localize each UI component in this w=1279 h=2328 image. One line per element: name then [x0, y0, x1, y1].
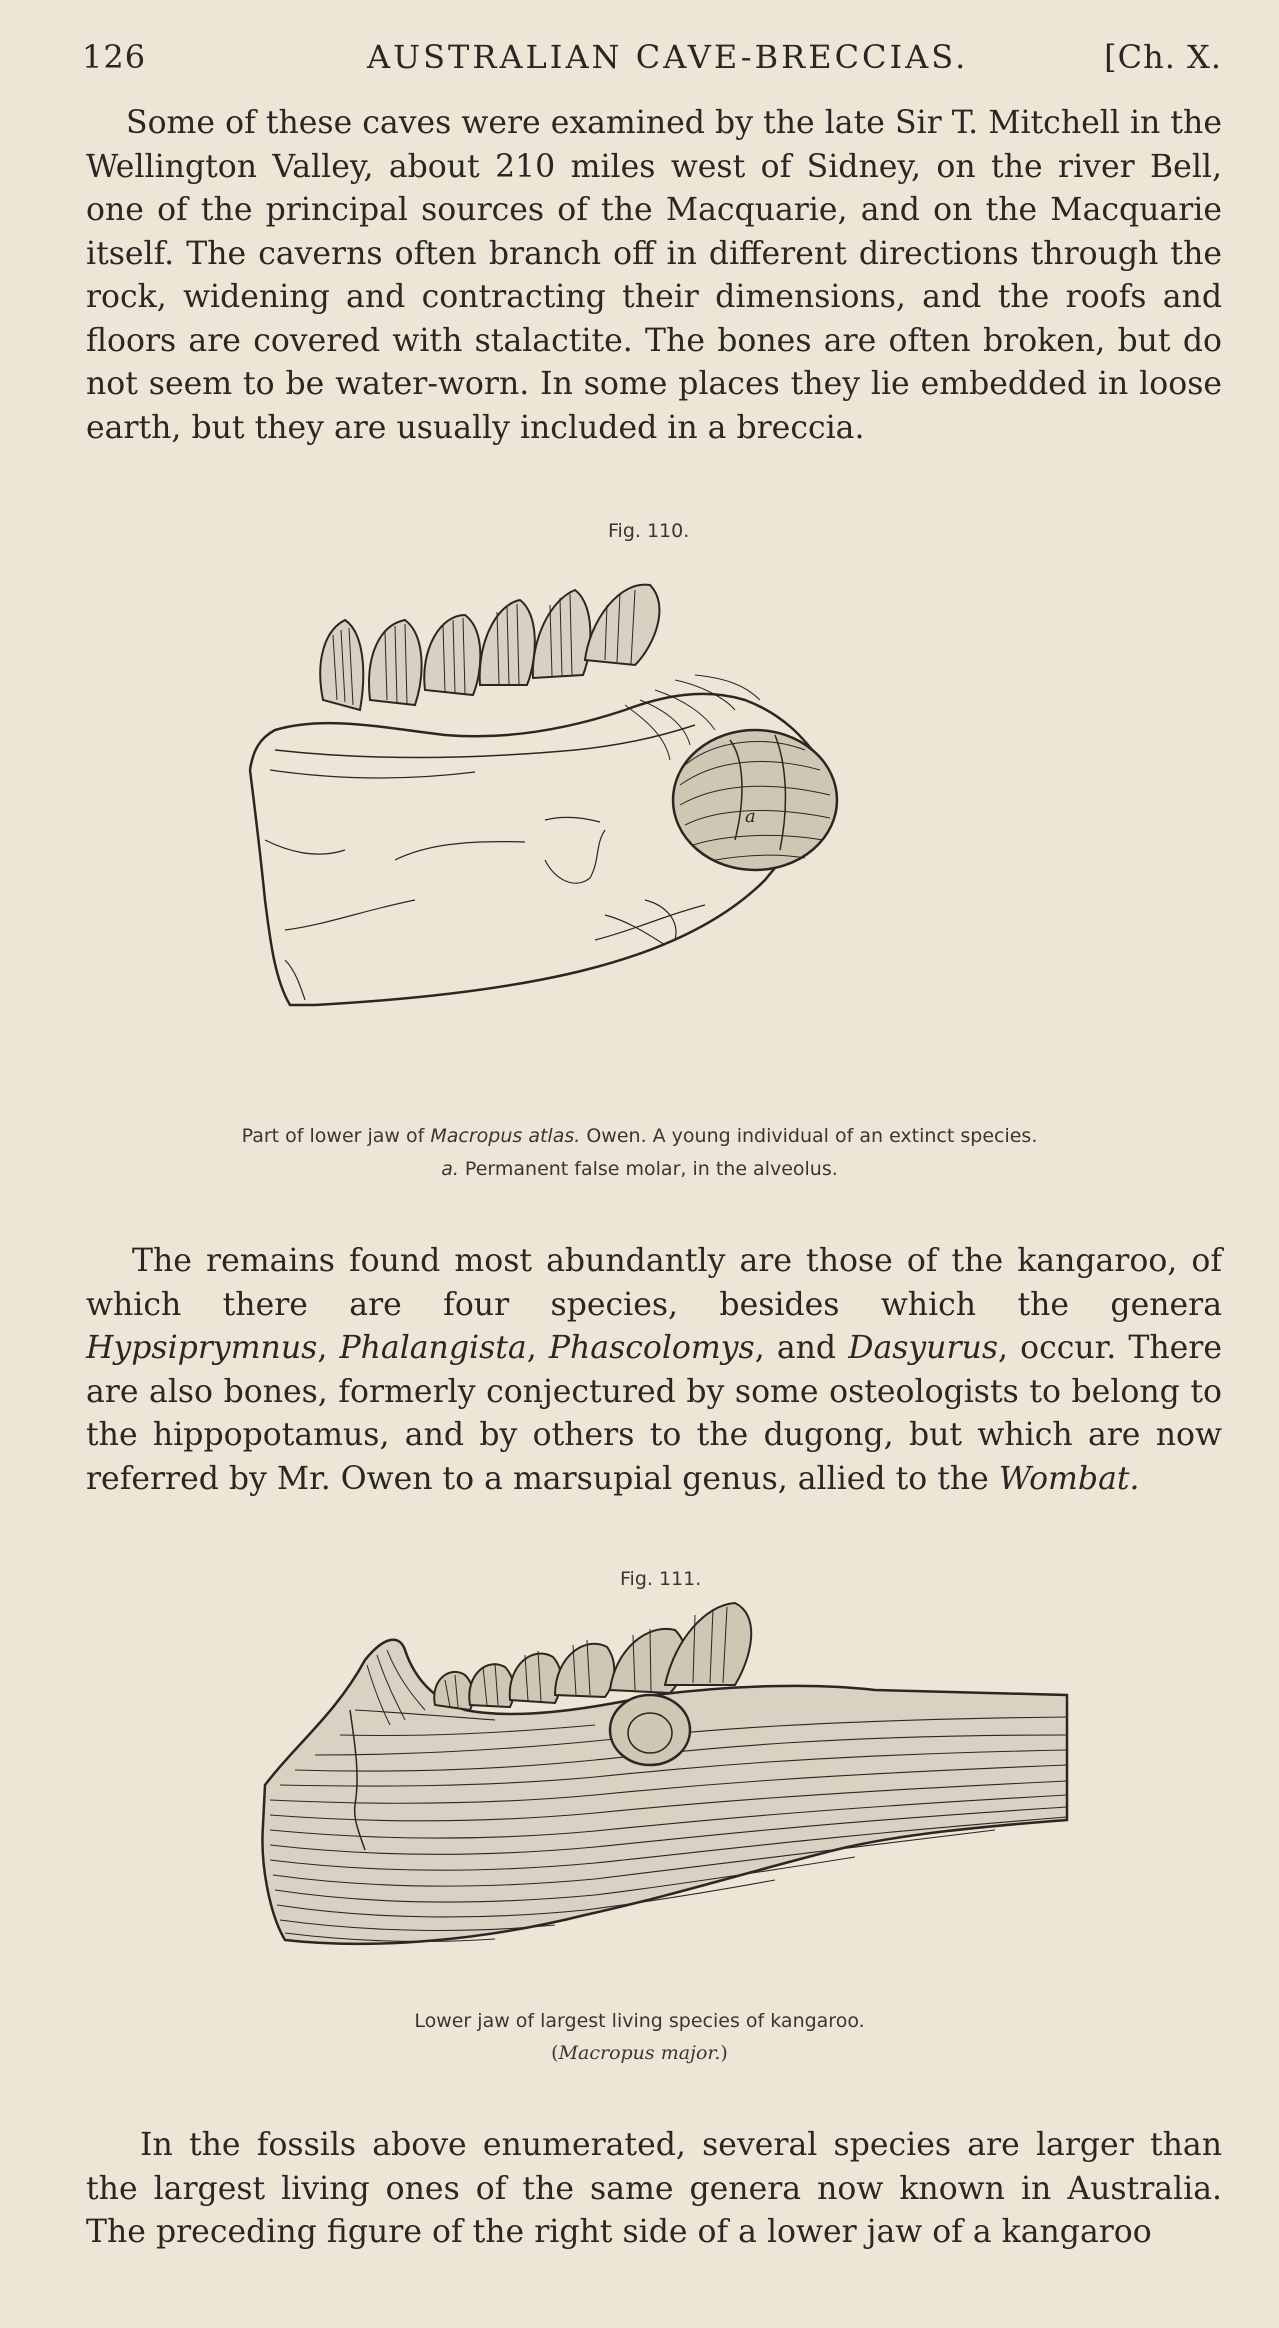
separator-3: , and [754, 1330, 837, 1366]
figure-111-caption-close: ) [720, 2042, 728, 2064]
paragraph-caves: Some of these caves were examined by the late Sir T. Mitchell in the Wellington Valley, about 210 miles west of Sidney, on the river Bell, one of the principal sources of the Macquarie, and on the Macquarie itself. The caverns often branch off in different directions through the rock, widening and contracting their dimensions, and the roofs and floors are covered with stalactite. The bones are often broken, but do not seem to be water-worn. In some places they lie embedded in loose earth, but they are usually included in a breccia. [86, 105, 1222, 446]
figure-111-caption-line2 [0, 2042, 1279, 2064]
figure-110-caption-species: Macropus atlas. [430, 1125, 581, 1147]
separator-2: , [526, 1330, 537, 1366]
figure-110-caption [0, 1125, 1279, 1147]
genus-hypsiprymnus: Hypsiprymnus [86, 1330, 318, 1366]
figure-110-caption-line2-text: Permanent false molar, in the alveolus. [464, 1158, 838, 1180]
genus-dasyurus: Dasyurus [848, 1330, 998, 1366]
page-number: 126 [82, 38, 147, 76]
paragraph-fossils: In the fossils above enumerated, several species are larger than the largest living ones of the same genera now known in Australia. The preceding figure of the right side of a lower jaw of a kangaroo [86, 2127, 1222, 2250]
figure-110-jaw-illustration [245, 560, 1075, 1115]
figure-110-caption-prefix: Part of lower jaw of [241, 1125, 425, 1147]
genus-wombat: Wombat. [998, 1460, 1140, 1497]
figure-111-caption-open: ( [551, 2042, 559, 2064]
figure-110-marker-a: a [745, 806, 756, 827]
figure-111-caption-species: Macropus major. [558, 2042, 721, 2064]
genus-phascolomys: Phascolomys [548, 1330, 755, 1366]
figure-110-label: Fig. 110. [608, 520, 690, 542]
figure-110-caption-line2 [0, 1158, 1279, 1180]
figure-111-label: Fig. 111. [620, 1568, 702, 1590]
running-title: AUSTRALIAN CAVE-BRECCIAS. [367, 38, 969, 76]
figure-110-caption-line2-marker: a. [441, 1158, 459, 1180]
chapter-label: [Ch. X. [1104, 38, 1222, 76]
page-header [82, 38, 1222, 88]
figure-110-caption-rest: Owen. A young individual of an extinct species. [586, 1125, 1038, 1147]
figure-111-kangaroo-jaw-illustration [255, 1595, 1085, 1995]
genus-phalangista: Phalangista [339, 1330, 527, 1366]
figure-111-caption: Lower jaw of largest living species of kangaroo. [414, 2010, 865, 2032]
paragraph-remains-part2: , occur. There are also bones, formerly conjectured by some osteologists to belong to the hippopotamus, and by others to the dugong, but which are now referred by Mr. Owen to a marsupial genus, allied to the [86, 1330, 1222, 1497]
paragraph-remains [86, 1240, 1222, 1501]
paragraph-remains-part1: The remains found most abundantly are those of the kangaroo, of which there are four species, besides which the genera [86, 1243, 1222, 1323]
separator-1: , [317, 1330, 328, 1366]
